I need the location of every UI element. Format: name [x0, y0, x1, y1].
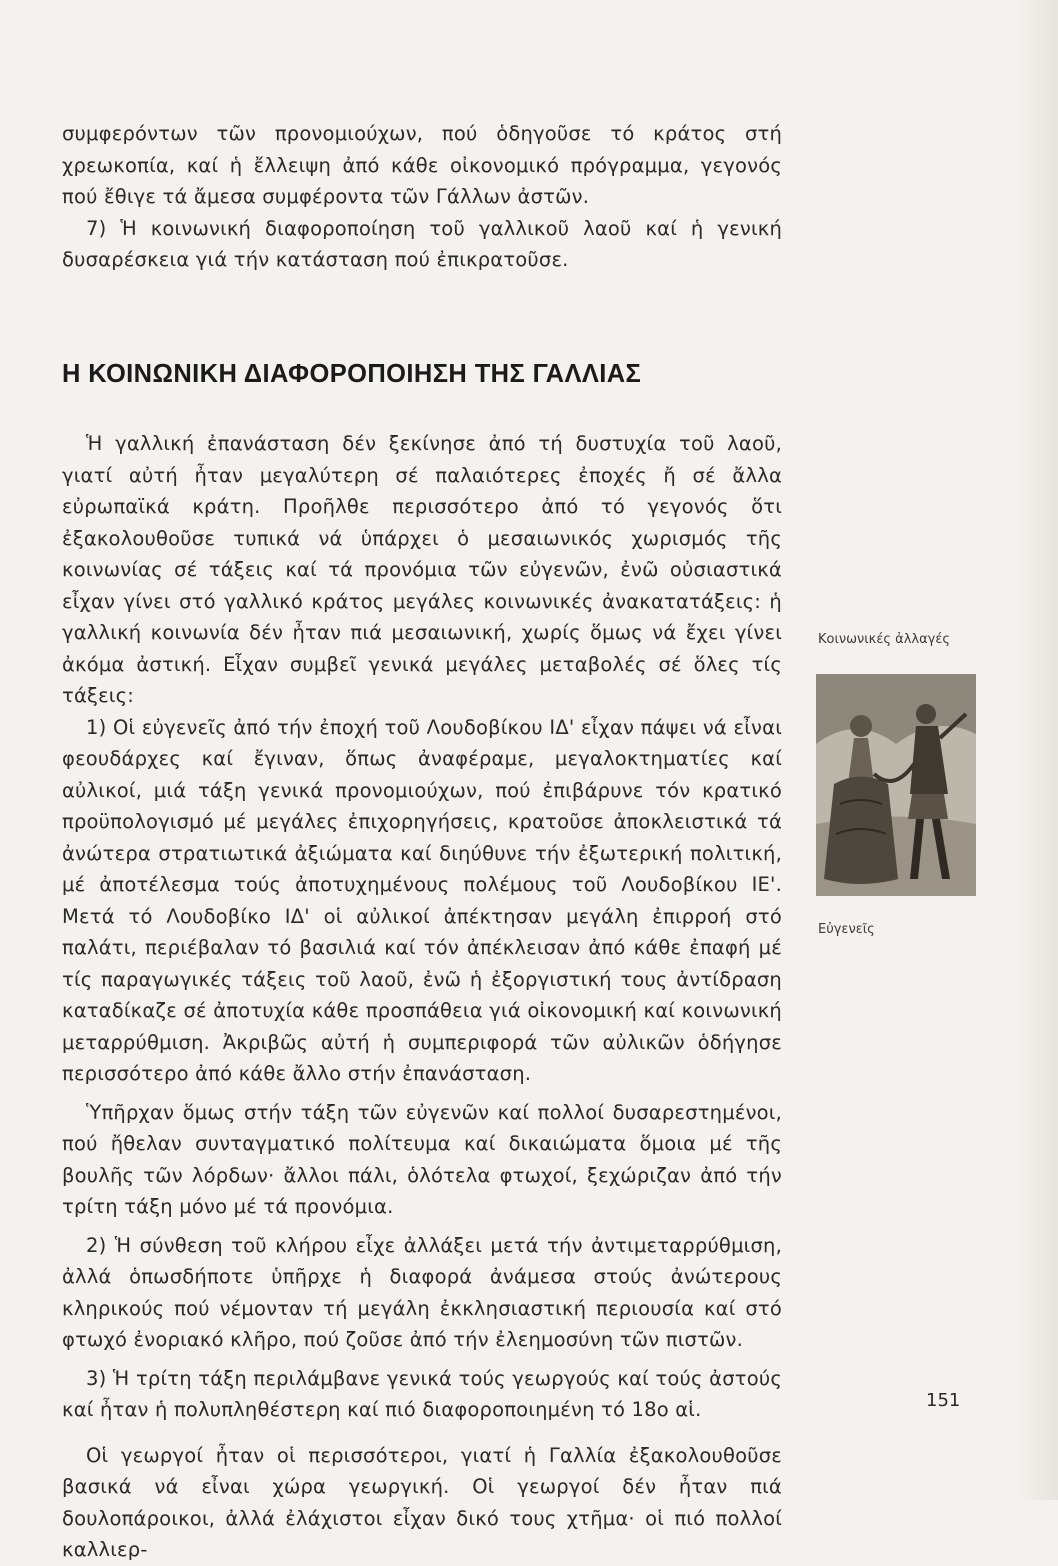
section-title: Η ΚΟΙΝΩΝΙΚΗ ΔΙΑΦΟΡΟΠΟΙΗΣΗ ΤΗΣ ΓΑΛΛΙΑΣ: [62, 360, 642, 388]
body-paragraph-third-estate: 3) Ἡ τρίτη τάξη περιλάμβανε γενικά τούς γεωργούς καί τούς ἀστούς καί ἦταν ἡ πολυπληθέστερη καί πιό διαφοροποιημένη τό 18ο αἱ.: [62, 1366, 782, 1421]
margin-label-nobles: Εὐγενεῖς: [818, 922, 875, 937]
intro-text: [62, 118, 782, 276]
body-paragraph-clergy: 2) Ἡ σύνθεση τοῦ κλήρου εἶχε ἀλλάξει μετά τήν ἀντιμεταρρύθμιση, ἀλλά ὁπωσδήποτε ὑπῆρχε ἡ διαφορά ἀνάμεσα στούς ἀνώτερους κληρικούς πού νέμονταν τή μεγάλη ἐκκλησιαστική περιουσία καί στό φτωχό ἐνοριακό κλῆρο, πού ζοῦσε ἀπό τήν ἐλεημοσύνη τῶν πιστῶν.: [62, 1233, 782, 1351]
intro-paragraph-1: συμφερόντων τῶν προνομιούχων, πού ὁδηγοῦσε τό κράτος στή χρεωκοπία, καί ἡ ἔλλειψη ἀπό κάθε οἰκονομικό πρόγραμμα, γεγονός πού ἔθιγε τά ἄμεσα συμφέροντα τῶν Γάλλων ἀστῶν.: [62, 122, 782, 208]
body-paragraph-nobles: 1) Οἱ εὐγενεῖς ἀπό τήν ἐποχή τοῦ Λουδοβίκου ΙΔ' εἶχαν πάψει νά εἶναι φεουδάρχες καί ἔγιναν, ὅπως ἀναφέραμε, μεγαλοκτηματίες καί αὐλικοί, μιά τάξη γενικά προνομιούχων, πού ἐπιβάρυνε τόν κρατικό προϋπολογισμό μέ μεγάλες ἐπιχορηγήσεις, κρατοῦσε ἀποκλειστικά τά ἀνώτερα στρατιωτικά ἀξιώματα καί διηύθυνε τήν ἐξωτερική πολιτική, μέ ἀποτέλεσμα τούς ἀποτυχημένους πολέμους τοῦ Λουδοβίκου ΙΕ'. Μετά τό Λουδοβίκο ΙΔ' οἱ αὐλικοί ἀπέκτησαν μεγάλη ἐπιρροή στό παλάτι, περιέβαλαν τό βασιλιά καί τόν ἀπέκλεισαν ἀπό κάθε ἐπαφή μέ τίς παραγωγικές τάξεις τοῦ λαοῦ, ἐνῶ ἡ ἐξοργιστική τους ἀντίδραση καταδίκαζε σέ ἀποτυχία κάθε προσπάθεια γιά οἰκονομική καί κοινωνική μεταρρύθμιση. Ἀκριβῶς αὐτή ἡ συμπεριφορά τῶν αὐλικῶν ὁδήγησε περισσότερο ἀπό κάθε ἄλλο στήν ἐπανάσταση.: [62, 715, 782, 1085]
page-number: 151: [926, 1390, 961, 1411]
intro-paragraph-2: 7) Ἡ κοινωνική διαφοροποίηση τοῦ γαλλικοῦ λαοῦ καί ἡ γενική δυσαρέσκεια γιά τήν κατάσταση πού ἐπικρατοῦσε.: [62, 216, 782, 271]
engraving-icon: [816, 674, 976, 896]
page-edge-shading: [1018, 0, 1058, 1500]
nobles-engraving-image: [816, 674, 976, 896]
body-paragraph-dissatisfied: Ὑπῆρχαν ὅμως στήν τάξη τῶν εὐγενῶν καί πολλοί δυσαρεστημένοι, πού ἤθελαν συνταγματικό πολίτευμα καί δικαιώματα ὅμοια μέ τῆς βουλῆς τῶν λόρδων· ἄλλοι πάλι, ὁλότελα φτωχοί, ξεχώριζαν ἀπό τήν τρίτη τάξη μόνο μέ τά προνόμια.: [62, 1100, 782, 1218]
section-body: [62, 428, 782, 1566]
margin-label-social-changes: Κοινωνικές ἀλλαγές: [818, 632, 951, 647]
body-paragraph-intro: Ἡ γαλλική ἐπανάσταση δέν ξεκίνησε ἀπό τή δυστυχία τοῦ λαοῦ, γιατί αὐτή ἦταν μεγαλύτερη σέ παλαιότερες ἐποχές ἤ σέ ἄλλα εὐρωπαϊκά κράτη. Προῆλθε περισσότερο ἀπό τό γεγονός ὅτι ἐξακολουθοῦσε τυπικά νά ὑπάρχει ὁ μεσαιωνικός χωρισμός τῆς κοινωνίας σέ τάξεις καί τά προνόμια τῶν εὐγενῶν, ἐνῶ οὐσιαστικά εἶχαν γίνει στό γαλλικό κράτος μεγάλες κοινωνικές ἀνακατατάξεις: ἡ γαλλική κοινωνία δέν ἦταν πιά μεσαιωνική, χωρίς ὅμως νά ἔχει γίνει ἀκόμα ἀστική. Εἶχαν συμβεῖ γενικά μεγάλες μεταβολές σέ ὅλες τίς τάξεις:: [62, 432, 782, 707]
body-paragraph-farmers: Οἱ γεωργοί ἦταν οἱ περισσότεροι, γιατί ἡ Γαλλία ἐξακολουθοῦσε βασικά νά εἶναι χώρα γεωργική. Οἱ γεωργοί δέν ἦταν πιά δουλοπάροικοι, ἀλλά ἐλάχιστοι εἶχαν δικό τους χτῆμα· οἱ πιό πολλοί καλλιερ-: [62, 1443, 782, 1561]
